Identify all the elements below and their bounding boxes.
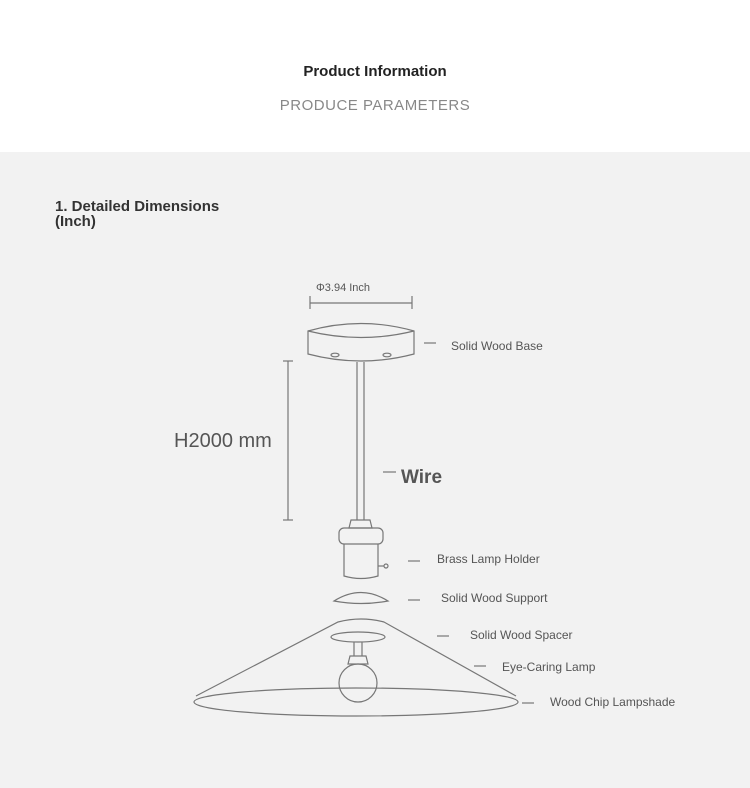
leader-lines	[383, 343, 534, 703]
diameter-label: Φ3.94 Inch	[316, 282, 371, 294]
part-label-shade: Wood Chip Lampshade	[550, 695, 676, 709]
page-title: Product Information	[303, 63, 447, 80]
part-label-base: Solid Wood Base	[451, 339, 543, 353]
height-dimension-line	[283, 361, 293, 520]
bulb-shape	[339, 656, 377, 702]
height-label: H2000 mm	[174, 430, 272, 452]
wire-shape	[357, 362, 364, 520]
part-label-holder: Brass Lamp Holder	[437, 552, 540, 566]
wood-support-shape	[334, 593, 388, 604]
page-subtitle: PRODUCE PARAMETERS	[279, 97, 471, 114]
wood-base-shape	[308, 324, 414, 362]
diameter-dimension-line	[310, 296, 412, 309]
section-heading-line1: 1. Detailed Dimensions	[55, 198, 220, 215]
part-label-spacer: Solid Wood Spacer	[470, 628, 573, 642]
section-heading-line2: (Inch)	[55, 213, 96, 230]
part-label-support: Solid Wood Support	[441, 591, 548, 605]
wood-spacer-shape	[331, 632, 385, 656]
part-label-lamp: Eye-Caring Lamp	[502, 660, 596, 674]
wire-label: Wire	[401, 467, 443, 488]
lamp-holder-shape	[339, 520, 388, 579]
